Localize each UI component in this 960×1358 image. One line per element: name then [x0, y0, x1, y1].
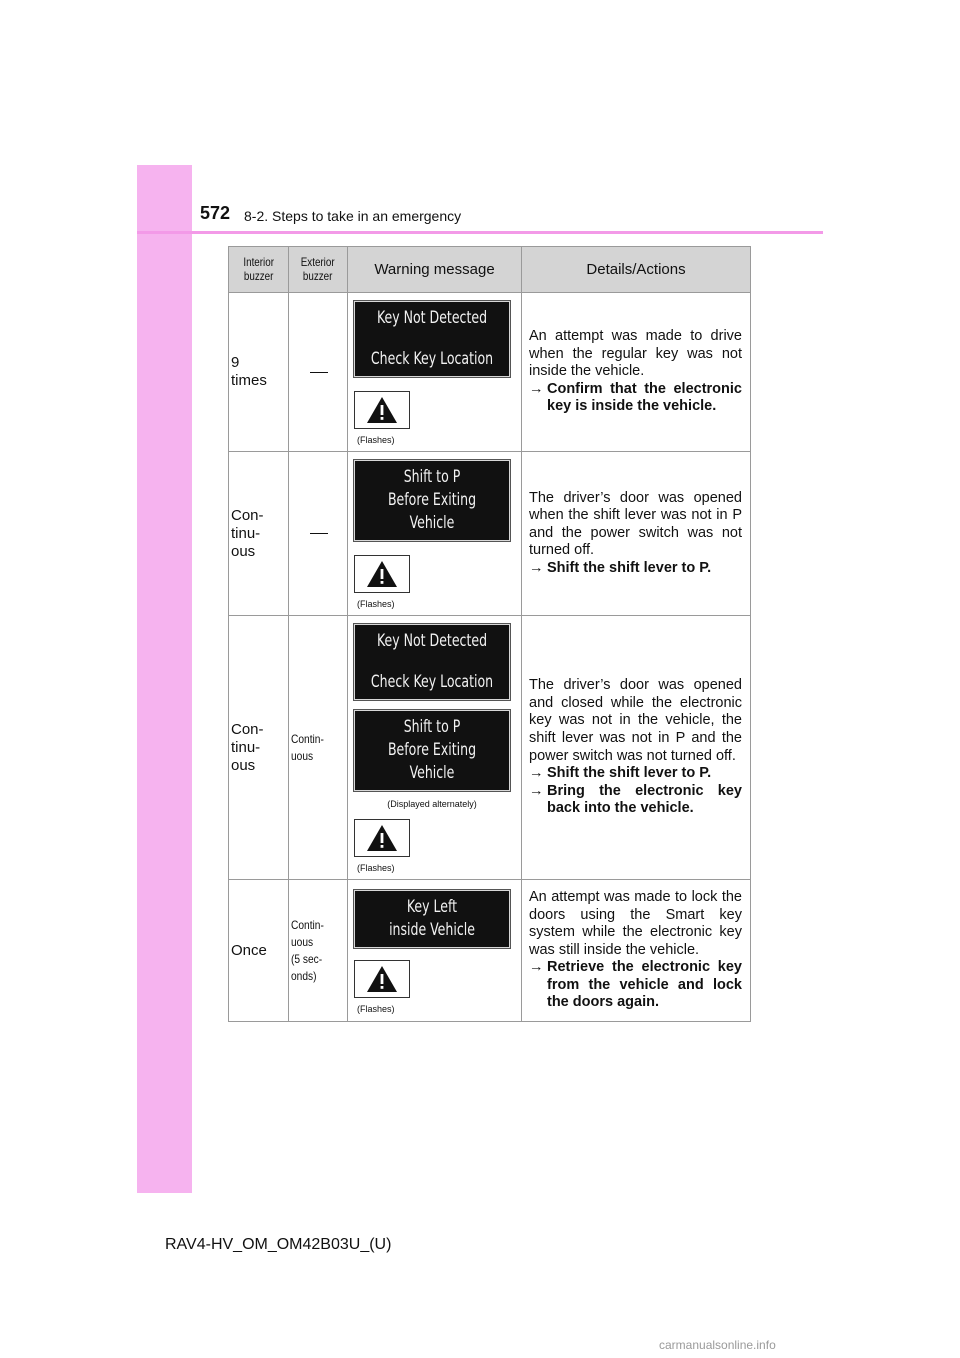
action-item: → Shift the shift lever to P.	[529, 765, 712, 782]
interior-buzzer-cell: Once	[229, 880, 289, 1022]
details-text: The driver’s door was opened and closed while the electronic key was not in the vehicle, the shift lever was not in P and the power switch was not turned off.	[529, 677, 742, 764]
exterior-buzzer-cell: Contin- uous	[289, 616, 348, 880]
header-details-actions: Details/Actions	[522, 247, 751, 293]
warning-message-cell	[348, 616, 522, 880]
alternate-display-caption: (Displayed alternately)	[387, 799, 477, 809]
flash-caption: (Flashes)	[357, 863, 395, 873]
right-arrow-icon: →	[529, 380, 544, 397]
interior-buzzer-cell: Con- tinu- ous	[229, 452, 289, 616]
details-actions-cell	[522, 293, 751, 452]
flash-caption: (Flashes)	[357, 599, 395, 609]
details-text: An attempt was made to lock the doors using the Smart key system while the electronic key was still inside the vehicle.	[529, 888, 742, 958]
none-dash	[310, 372, 328, 373]
table-row	[229, 616, 751, 880]
table-row	[229, 880, 751, 1022]
exterior-buzzer-cell	[289, 293, 348, 452]
none-dash	[310, 533, 328, 534]
flash-caption: (Flashes)	[357, 435, 395, 445]
lcd-screen: Key Left inside Vehicle	[354, 890, 510, 948]
details-text: An attempt was made to drive when the regular key was not inside the vehicle.	[529, 328, 742, 380]
warning-triangle-icon	[354, 819, 410, 857]
details-actions-cell	[522, 452, 751, 616]
manual-code: RAV4-HV_OM_OM42B03U_(U)	[165, 1236, 392, 1253]
flash-caption: (Flashes)	[357, 1003, 395, 1014]
exterior-buzzer-cell: Contin- uous (5 sec- onds)	[289, 880, 348, 1022]
watermark: carmanualsonline.info	[659, 1338, 776, 1352]
warning-triangle-icon	[354, 555, 410, 593]
table-header-row	[229, 247, 751, 293]
chapter-side-band	[137, 165, 192, 1193]
warning-triangle-icon	[354, 391, 410, 429]
lcd-screen: Key Not Detected Check Key Location	[354, 624, 510, 700]
warning-message-cell	[348, 880, 522, 1022]
warning-table	[228, 246, 751, 1022]
header-warning-message: Warning message	[348, 247, 522, 293]
details-text: The driver’s door was opened when the shift lever was not in P and the power switch was not turned off.	[529, 489, 742, 559]
action-item: → Shift the shift lever to P.	[529, 559, 712, 576]
interior-buzzer-cell: 9 times	[229, 293, 289, 452]
action-item: → Bring the electronic key back into the vehicle.	[529, 782, 742, 817]
interior-buzzer-cell: Con- tinu- ous	[229, 616, 289, 880]
warning-triangle-icon	[354, 960, 410, 998]
section-title: 8-2. Steps to take in an emergency	[244, 208, 462, 224]
exterior-buzzer-cell	[289, 452, 348, 616]
table-row	[229, 293, 751, 452]
details-actions-cell	[522, 880, 751, 1022]
right-arrow-icon: →	[529, 782, 544, 799]
warning-message-cell	[348, 293, 522, 452]
table-row	[229, 452, 751, 616]
action-item: → Retrieve the electronic key from the vehicle and lock the doors again.	[529, 959, 742, 1011]
header-interior-buzzer: Interior buzzer	[229, 247, 289, 293]
lcd-screen: Shift to P Before Exiting Vehicle	[354, 460, 510, 541]
header-exterior-buzzer: Exterior buzzer	[289, 247, 348, 293]
right-arrow-icon: →	[529, 559, 544, 576]
header-rule	[137, 231, 823, 234]
lcd-screen: Key Not Detected Check Key Location	[354, 301, 510, 377]
warning-message-cell	[348, 452, 522, 616]
right-arrow-icon: →	[529, 765, 544, 782]
action-item: → Confirm that the electronic key is inside the vehicle.	[529, 380, 742, 415]
page-number: 572	[200, 203, 231, 223]
details-actions-cell	[522, 616, 751, 880]
lcd-screen: Shift to P Before Exiting Vehicle	[354, 710, 510, 791]
right-arrow-icon: →	[529, 959, 544, 976]
